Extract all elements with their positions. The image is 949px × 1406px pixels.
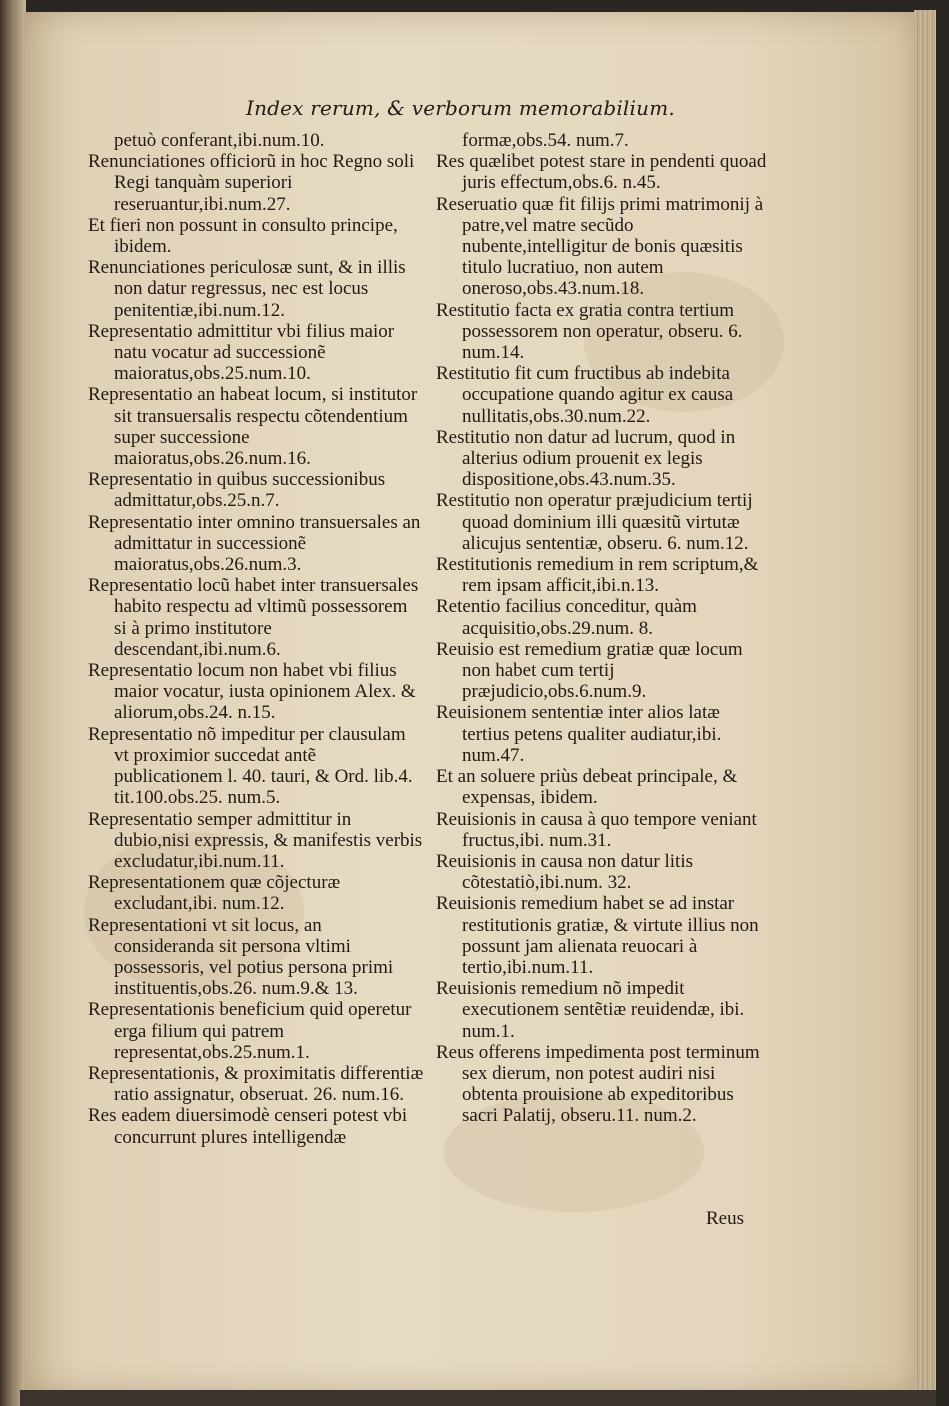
index-entry: Reuisionis in causa à quo tempore veniant fructus,ibi. num.31. (436, 808, 757, 851)
index-entry: Representationis beneficium quid operetur erga filium qui patrem representat,obs.25.num.1. (88, 999, 412, 1063)
index-entry: Et fieri non possunt in consulto principe, ibidem. (88, 214, 398, 258)
index-entry: Reuisionis remedium nõ impedit executionem sentẽtiæ reuidendæ, ibi. num.1. (436, 978, 745, 1042)
index-entry: Res quælibet potest stare in pendenti quoad juris effectum,obs.6. n.45. (436, 151, 767, 194)
index-entry: Representationi vt sit locus, an consideranda sit persona vltimi possessoris, vel potius persona primi instituentis,obs.26. num.9.& 13. (88, 914, 394, 1000)
index-entry: Restitutio non datur ad lucrum, quod in alterius odium prouenit ex legis dispositione,obs.43.num.35. (436, 426, 736, 491)
index-entry: Restitutio non operatur præjudicium tertij quoad dominium illi quæsitũ virtutæ alicujus sententiæ, obseru. 6. num.12. (436, 490, 753, 554)
running-head: Index rerum, & verborum memorabilium. (246, 96, 675, 120)
index-entry: Restitutio facta ex gratia contra tertium possessorem non operatur, obseru. 6. num.14. (436, 299, 743, 364)
left-page-gutter (0, 0, 26, 1406)
index-entry: Reuisionis in causa non datur litis cõtestatiò,ibi.num. 32. (436, 850, 694, 894)
index-entry: formæ,obs.54. num.7. (462, 130, 629, 151)
left-column (88, 130, 424, 1148)
index-entry: Representatio nõ impeditur per clausulam vt proximior succedat antẽ publicationem l. 40. tauri, & Ord. lib.4. tit.100.obs.25. num.5. (88, 723, 413, 809)
index-entry: Reus offerens impedimenta post terminum sex dierum, non potest audiri nisi obtenta prouisione ab expeditoribus sacri Palatij, obseru.11. num.2. (436, 1041, 760, 1127)
index-entry: Reuisionis remedium habet se ad instar restitutionis gratiæ, & virtute illius non possunt jam alienata reuocari à tertio,ibi.num.11. (436, 893, 759, 978)
index-entry: Representatio locũ habet inter transuersales habito respectu ad vltimũ possessorem si à primo institutore descendant,ibi.num.6. (88, 575, 419, 660)
index-entry: Representatio admittitur vbi filius maior natu vocatur ad successionẽ maioratus,obs.25.num.10. (88, 320, 395, 385)
page-bottom-shadow (20, 1390, 936, 1406)
index-entry: Representationem quæ cõjecturæ excludant,ibi. num.12. (88, 872, 341, 915)
index-entry: Representatio in quibus successionibus admittatur,obs.25.n.7. (88, 469, 386, 512)
index-entry: Et an soluere priùs debeat principale, & expensas, ibidem. (436, 766, 738, 809)
index-entry: Reuisionem sententiæ inter alios latæ tertius petens qualiter audiatur,ibi. num.47. (436, 702, 722, 766)
index-entry: Representationis, & proximitatis differentiæ ratio assignatur, obseruat. 26. num.16. (88, 1062, 424, 1106)
index-entry: Representatio locum non habet vbi filius maior vocatur, iusta opinionem Alex. & aliorum,obs.24. n.15. (88, 660, 416, 724)
index-entry: Reseruatio quæ fit filijs primi matrimonij à patre,vel matre secũdo nubente,intelligitur de bonis quæsitis titulo lucratiuo, non autem oneroso,obs.43.num.18. (436, 193, 764, 300)
index-entry: Representatio an habeat locum, si institutor sit transuersalis respectu cõtendentium super successione maioratus,obs.26.num.16. (88, 384, 418, 470)
catchword: Reus (706, 1208, 744, 1229)
index-entry: Retentio facilius conceditur, quàm acquisitio,obs.29.num. 8. (436, 596, 697, 639)
index-entry: Representatio semper admittitur in dubio,nisi expressis, & manifestis verbis excludatur,ibi.num.11. (88, 808, 423, 872)
right-column (436, 130, 772, 1127)
index-entry: Restitutio fit cum fructibus ab indebita occupatione quando agitur ex causa nullitatis,obs.30.num.22. (436, 363, 734, 427)
index-entry: Representatio inter omnino transuersales an admittatur in successionẽ maioratus,obs.26.num.3. (88, 511, 421, 576)
index-entry: Reuisio est remedium gratiæ quæ locum non habet cum tertij præjudicio,obs.6.num.9. (436, 638, 743, 703)
index-entry: Renunciationes officiorũ in hoc Regno soli Regi tanquàm superiori reseruantur,ibi.num.27. (88, 151, 415, 215)
page-edges (914, 10, 936, 1396)
index-entry: Res eadem diuersimodè censeri potest vbi concurrunt plures intelligendæ (88, 1105, 408, 1148)
index-entry: petuò conferant,ibi.num.10. (114, 130, 325, 151)
index-entry: Renunciationes periculosæ sunt, & in illis non datur regressus, nec est locus penitentiæ,ibi.num.12. (88, 257, 406, 321)
index-entry: Restitutionis remedium in rem scriptum,& rem ipsam afficit,ibi.n.13. (436, 554, 759, 597)
